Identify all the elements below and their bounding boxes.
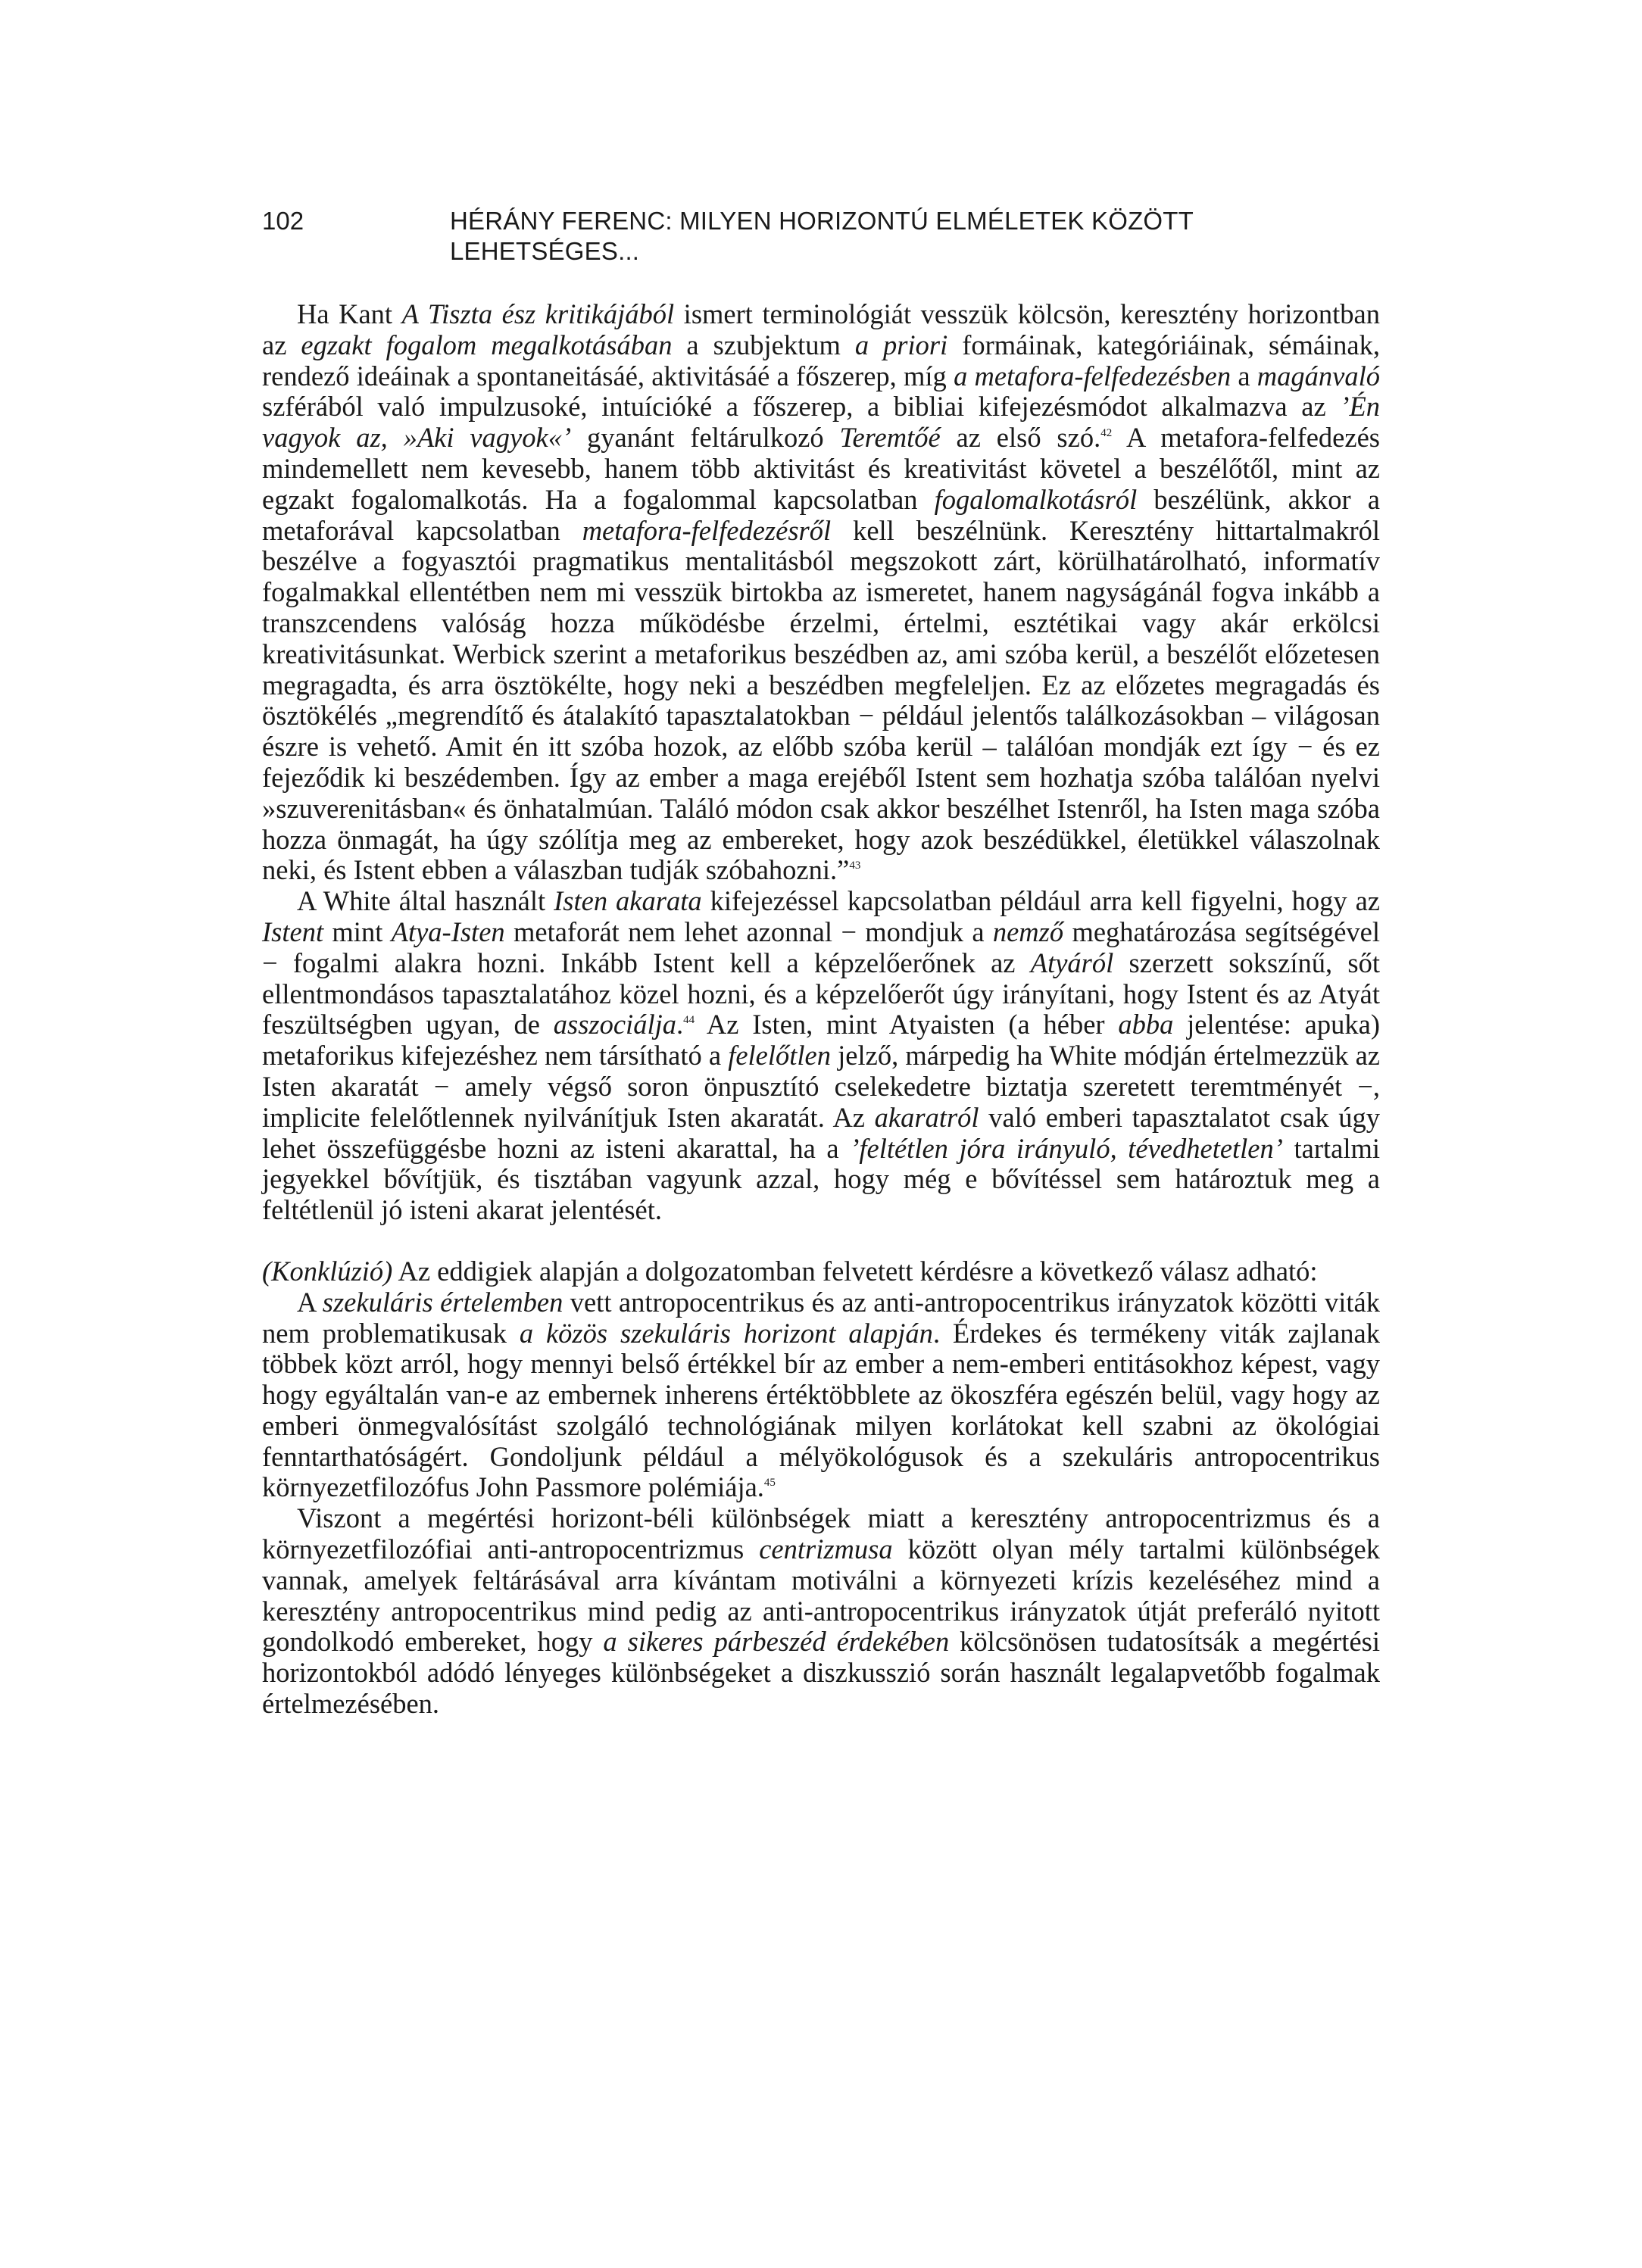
running-title: HÉRÁNY FERENC: MILYEN HORIZONTÚ ELMÉLETEK KÖZÖTT LEHETSÉGES... <box>450 207 1194 265</box>
italic-phrase: a közös szekuláris horizont alapján <box>519 1317 933 1349</box>
text-run: kölcsönösen tudatosítsák a megértési horizontokból adódó lényeges különbségeket a diszkusszió során használt legalapvetőbb fogalmak értelmezésében. <box>262 1626 1380 1720</box>
italic-phrase: ’feltétlen jóra irányuló, tévedhetetlen’ <box>850 1132 1283 1164</box>
text-run: a <box>1231 360 1257 392</box>
text-run: . Érdekes és termékeny viták zajlanak többek közt arról, hogy mennyi belső értékkel bír az ember a nem-emberi entitásokhoz képest, vagy hogy egyáltalán van-e az embernek inherens értéktöbblete az ökoszféra egészén belül, vagy hogy az emberi önmegvalósítást szolgáló technológiának milyen korlátokat kell szabni az ökológiai fenntarthatóságért. Gondoljunk például a mélyökológusok és a szekuláris antropocentrikus környezetfilozófus John Passmore polémiája. <box>262 1317 1380 1503</box>
text-run: kell beszélnünk. Keresztény hittartalmakról beszélve a fogyasztói pragmatikus mentalitásból megszokott zárt, körülhatárolható, informatív fogalmakkal ellentétben nem mi vesszük birtokba az ismeretet, hanem nagyságánál fogva inkább a transzcendens valóság hozza működésbe érzelmi, értelmi, esztétikai vagy akár erkölcsi kreativitásunkat. Werbick szerint a metaforikus beszédben az, ami szóba kerül, a beszélőt előzetesen megragadta, és arra ösztökélte, hogy neki a beszédben megfeleljen. Ez az előzetes megragadás és ösztökélés „megrendítő és átalakító tapasztalatokban − például jelentős találkozásokban – világosan észre is vehető. Amit én itt szóba hozok, az előbb szóba kerül – találóan mondják ezt így − és ez fejeződik ki beszédemben. Így az ember a maga erejéből Istent sem hozhatja szóba találóan nyelvi »szuverenitásban« és önhatalmúan. Találó módon csak akkor beszélhet Istenről, ha Isten maga szóba hozza önmagát, ha úgy szólítja meg az embereket, hogy azok beszédükkel, életükkel válaszolnak neki, és Istent ebben a válaszban tudják szóbahozni.” <box>262 514 1380 886</box>
italic-phrase: magánvaló <box>1256 360 1380 392</box>
text-run: kifejezéssel kapcsolatban például arra kell figyelni, hogy az <box>701 885 1381 917</box>
italic-phrase: szekuláris értelemben <box>322 1286 563 1318</box>
text-run: Viszont a megértési horizont-béli különbségek miatt a keresztény antropocentrizmus és a környezetfilozófiai anti-antropocentrizmus <box>262 1502 1380 1565</box>
italic-phrase: egzakt fogalom megalkotásában <box>301 329 673 360</box>
footnote-ref: 44 <box>683 1014 695 1027</box>
italic-phrase: nemző <box>992 916 1064 947</box>
italic-phrase: Teremtőé <box>839 422 941 454</box>
footnote-ref: 45 <box>763 1477 776 1490</box>
italic-phrase: Isten akarata <box>554 885 702 917</box>
text-run: meghatározása segítségével − fogalmi alakra hozni. Inkább Istent kell a képzelőerőnek az <box>262 916 1380 978</box>
italic-phrase: a priori <box>854 329 948 360</box>
text-run: beszélünk, akkor a metaforával kapcsolatban <box>262 483 1380 546</box>
italic-phrase: felelőtlen <box>728 1040 832 1072</box>
text-run: a szubjektum <box>672 329 855 360</box>
footnote-ref: 43 <box>849 859 861 872</box>
text-run: Az Isten, mint Atyaisten (a héber <box>695 1009 1119 1040</box>
text-run: A White által használt <box>297 885 554 917</box>
italic-phrase: abba <box>1118 1009 1174 1040</box>
text-run: A <box>297 1286 323 1318</box>
text-run: Ha Kant <box>297 298 402 329</box>
text-run: szerzett sokszínű, sőt ellentmondásos tapasztalatához közel hozni, és a képzelőerőt úgy irányítani, hogy Istent és az Atyát feszültségben ugyan, de <box>262 947 1380 1040</box>
italic-phrase: metafora-felfedezésről <box>582 514 832 546</box>
italic-phrase: akaratról <box>874 1101 979 1133</box>
conclusion-paragraph <box>262 1256 1380 1287</box>
italic-phrase: a metafora-felfedezésben <box>954 360 1232 392</box>
body-text <box>262 299 1380 1720</box>
text-run: . <box>676 1009 684 1040</box>
italic-phrase: (Konklúzió) <box>262 1255 393 1287</box>
body-paragraph <box>262 1287 1380 1504</box>
text-run: az első szó. <box>940 422 1101 454</box>
italic-phrase: ’Én vagyok az, »Aki vagyok«’ <box>262 391 1380 454</box>
italic-phrase: fogalomalkotásról <box>934 483 1138 515</box>
text-run: között olyan mély tartalmi különbségek vannak, amelyek feltárásával arra kívántam motiválni a környezeti krízis kezeléséhez mind a keresztény antropocentrikus mind pedig az anti-antropocentrikus irányzatok útját preferáló nyitott gondolkodó embereket, hogy <box>262 1533 1381 1658</box>
text-run: formáinak, kategóriáinak, sémáinak, rendező ideáinak a spontaneitásáé, aktivitásáé a főszerep, míg <box>262 329 1381 392</box>
text-run: metaforát nem lehet azonnal − mondjuk a <box>504 916 993 947</box>
italic-phrase: Atya-Isten <box>391 916 505 947</box>
italic-phrase: Atyáról <box>1030 947 1114 978</box>
text-run: ismert terminológiát vesszük kölcsön, keresztény horizontban az <box>262 298 1380 360</box>
text-run: A metafora-felfedezés mindemellett nem kevesebb, hanem több aktivitást és kreativitást követel a beszélőtől, mint az egzakt fogalomalkotás. Ha a fogalommal kapcsolatban <box>262 422 1380 515</box>
italic-phrase: A Tiszta ész kritikájából <box>401 298 675 329</box>
text-run: jelentése: apuka) metaforikus kifejezéshez nem társítható a <box>262 1009 1380 1072</box>
text-run: gyanánt feltárulkozó <box>571 422 840 454</box>
body-paragraph <box>262 1503 1380 1720</box>
italic-phrase: centrizmusa <box>759 1533 893 1565</box>
text-run: jelző, márpedig ha White módján értelmezzük az Isten akaratát − amely végső soron önpusztító cselekedetre biztatja szeretett teremtményét −, implicite felelőtlennek nyilvánítjuk Isten akaratát. Az <box>262 1040 1380 1133</box>
page-number: 102 <box>262 207 304 235</box>
text-run: mint <box>323 916 392 947</box>
body-paragraph <box>262 299 1380 886</box>
footnote-ref: 42 <box>1100 427 1113 440</box>
text-run: szférából való impulzusoké, intuícióké a főszerep, a bibliai kifejezésmódot alkalmazva az <box>262 391 1341 423</box>
italic-phrase: Istent <box>262 916 324 947</box>
text-run: való emberi tapasztalatot csak úgy lehet összefüggésbe hozni az isteni akarattal, ha a <box>262 1101 1381 1164</box>
text-run: Az eddigiek alapján a dolgozatomban felvetett kérdésre a következő válasz adható: <box>392 1255 1318 1287</box>
text-run: tartalmi jegyekkel bővítjük, és tisztában vagyunk azzal, hogy még e bővítéssel sem határoztuk meg a feltétlenül jó isteni akarat jelentését. <box>262 1132 1380 1226</box>
italic-phrase: a sikeres párbeszéd érdekében <box>603 1626 950 1658</box>
italic-phrase: asszociálja <box>553 1009 676 1040</box>
body-paragraph <box>262 886 1380 1226</box>
text-run: vett antropocentrikus és az anti-antropocentrikus irányzatok közötti viták nem problematikusak <box>262 1286 1380 1349</box>
